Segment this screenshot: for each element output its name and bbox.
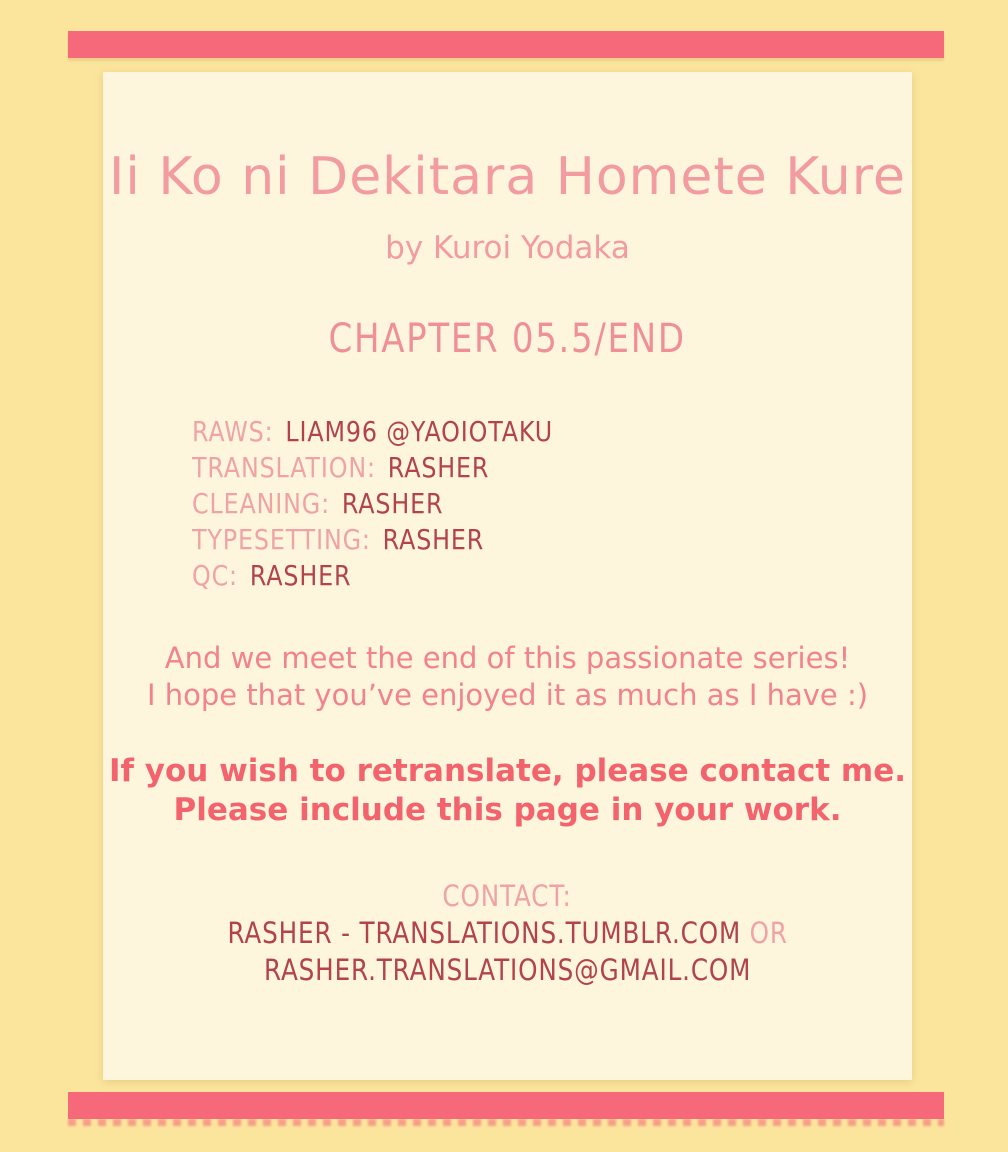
series-title: Ii Ko ni Dekitara Homete Kure (109, 147, 906, 207)
farewell-message (103, 640, 912, 714)
author-byline: by Kuroi Yodaka (385, 229, 630, 266)
bottom-frame-bar (68, 1092, 944, 1119)
email-address: RASHER.TRANSLATIONS@GMAIL.COM (263, 952, 752, 987)
contact-section (103, 878, 912, 989)
credit-value: RASHER (387, 450, 490, 484)
credit-label: QC: (192, 558, 238, 592)
contact-heading: CONTACT: (442, 878, 573, 913)
credit-value: RASHER (382, 522, 485, 556)
credits-panel (103, 72, 912, 1080)
credit-label: CLEANING: (192, 486, 330, 520)
credit-value: LIAM96 @YAOIOTAKU (285, 414, 553, 448)
credit-row-translation (192, 450, 912, 486)
credit-row-typesetting (192, 522, 912, 558)
credit-label: TRANSLATION: (192, 450, 376, 484)
top-frame-bar (68, 31, 944, 58)
credit-value: RASHER (249, 558, 352, 592)
farewell-line-2: I hope that you’ve enjoyed it as much as I have :) (146, 677, 869, 712)
retranslate-notice (103, 752, 912, 830)
contact-or-text: OR (749, 915, 788, 950)
retranslate-line-1: If you wish to retranslate, please contact me. (108, 752, 907, 789)
chapter-label-text: CHAPTER 05.5/END (328, 315, 687, 362)
credit-label: TYPESETTING: (192, 522, 371, 556)
retranslate-line-2: Please include this page in your work. (173, 791, 842, 828)
farewell-line-1: And we meet the end of this passionate series! (164, 640, 851, 675)
chapter-label (103, 316, 912, 362)
tumblr-address: RASHER - TRANSLATIONS.TUMBLR.COM (227, 915, 741, 950)
credit-row-raws (192, 414, 912, 450)
contact-tumblr-line (103, 915, 912, 952)
contact-email-line (103, 952, 912, 989)
credits-list (103, 414, 912, 594)
credit-label: RAWS: (192, 414, 274, 448)
credit-row-qc (192, 558, 912, 594)
credit-row-cleaning (192, 486, 912, 522)
credit-value: RASHER (341, 486, 444, 520)
